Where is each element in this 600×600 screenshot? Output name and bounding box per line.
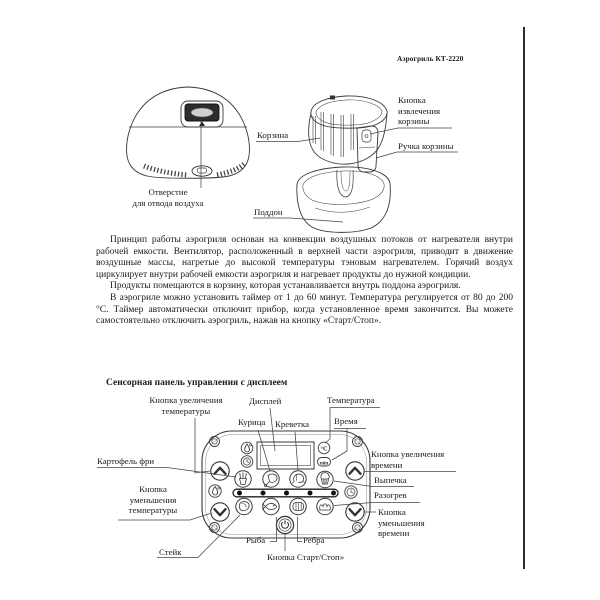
label-basket-handle: Ручка корзины bbox=[398, 141, 454, 151]
vent-hatch-left bbox=[144, 166, 188, 175]
corner-screw-icon bbox=[210, 437, 363, 533]
minutes-icon bbox=[318, 458, 331, 467]
body-paragraph-3: В аэрогриле можно установить таймер от 1 до 60 минут. Температура регулируется от 80 до 200 °С. Таймер автоматически отключит прибор, когда установленное время закончится. Вы можете самостоятельно отключить аэрогриль, нажав на кнопку «Старт/Стоп». bbox=[96, 292, 513, 327]
slider-indicator bbox=[233, 489, 338, 497]
temp-decrease-button bbox=[211, 503, 229, 521]
temp-drop-icon-small bbox=[241, 442, 253, 454]
steak-icon bbox=[236, 498, 252, 514]
control-panel-illustration bbox=[202, 431, 370, 538]
celsius-icon bbox=[318, 442, 330, 454]
airfryer-front-illustration bbox=[127, 87, 250, 188]
timer-indicator-icon bbox=[345, 486, 357, 498]
label-ribs: Ребра bbox=[303, 535, 325, 545]
time-increase-button bbox=[346, 462, 364, 480]
label-chicken: Курица bbox=[238, 417, 266, 427]
shrimp-icon bbox=[290, 471, 306, 487]
label-fries: Картофель фри bbox=[97, 456, 155, 466]
label-temperature: Температура bbox=[327, 395, 375, 405]
label-time-decrease-button: Кнопка уменьшения времени bbox=[378, 507, 425, 539]
clock-icon-small bbox=[241, 456, 253, 468]
temperature-indicator-icon bbox=[209, 485, 221, 497]
basket-release-button-illustration bbox=[362, 130, 371, 142]
label-temp-decrease-button: Кнопка уменьшения температуры bbox=[128, 484, 178, 516]
basket-illustration bbox=[309, 96, 387, 173]
start-stop-button bbox=[276, 516, 293, 533]
label-basket-release-button: Кнопка извлечения корзины bbox=[398, 95, 441, 127]
label-bake: Выпечка bbox=[374, 475, 407, 485]
label-display: Дисплей bbox=[249, 396, 282, 406]
label-tray: Поддон bbox=[254, 207, 283, 217]
svg-text:°C: °C bbox=[320, 445, 328, 453]
label-fish: Рыба bbox=[246, 535, 266, 545]
chicken-icon bbox=[263, 471, 279, 487]
label-shrimp: Креветка bbox=[275, 419, 310, 429]
body-text bbox=[96, 235, 513, 328]
body-paragraph-1: Принцип работы аэрогриля основан на конвекции воздушных потоков от нагревателя внутри рабочей емкости. Вентилятор, расположенный в верхней части аэрогриля, приводит в движение воздушные массы, нагретые до высокой температуры тэновым нагревателем. Горячий воздух циркулирует внутри рабочей емкости аэрогриля и нагревает продукты до нужной кондиции. bbox=[96, 235, 513, 280]
tray-illustration bbox=[297, 167, 391, 232]
label-basket: Корзина bbox=[257, 130, 289, 140]
label-time-increase-button: Кнопка увеличения времени bbox=[371, 449, 445, 470]
section-heading: Сенсорная панель управления с дисплеем bbox=[106, 378, 288, 388]
page-header-title: Аэрогриль КТ-2220 bbox=[397, 54, 464, 63]
label-air-outlet: Отверстие для отвода воздуха bbox=[132, 187, 204, 208]
label-temp-increase-button: Кнопка увеличения температуры bbox=[149, 395, 223, 416]
time-decrease-button bbox=[346, 503, 364, 521]
svg-text:min: min bbox=[320, 461, 328, 467]
body-paragraph-2: Продукты помещаются в корзину, которая устанавливается внутрь поддона аэрогриля. bbox=[110, 281, 461, 292]
label-steak: Стейк bbox=[159, 547, 182, 557]
fries-icon bbox=[235, 471, 251, 487]
vent-hatch-right bbox=[217, 163, 245, 175]
label-start-stop-button: Кнопка Старт/Стоп» bbox=[267, 552, 345, 562]
air-outlet-opening bbox=[192, 166, 212, 176]
fish-icon bbox=[263, 498, 279, 514]
bake-icon bbox=[317, 471, 333, 487]
ribs-icon bbox=[290, 498, 306, 514]
label-time: Время bbox=[334, 416, 358, 426]
label-reheat: Разогрев bbox=[374, 490, 407, 500]
reheat-icon bbox=[317, 498, 333, 514]
temp-increase-button bbox=[211, 462, 229, 480]
